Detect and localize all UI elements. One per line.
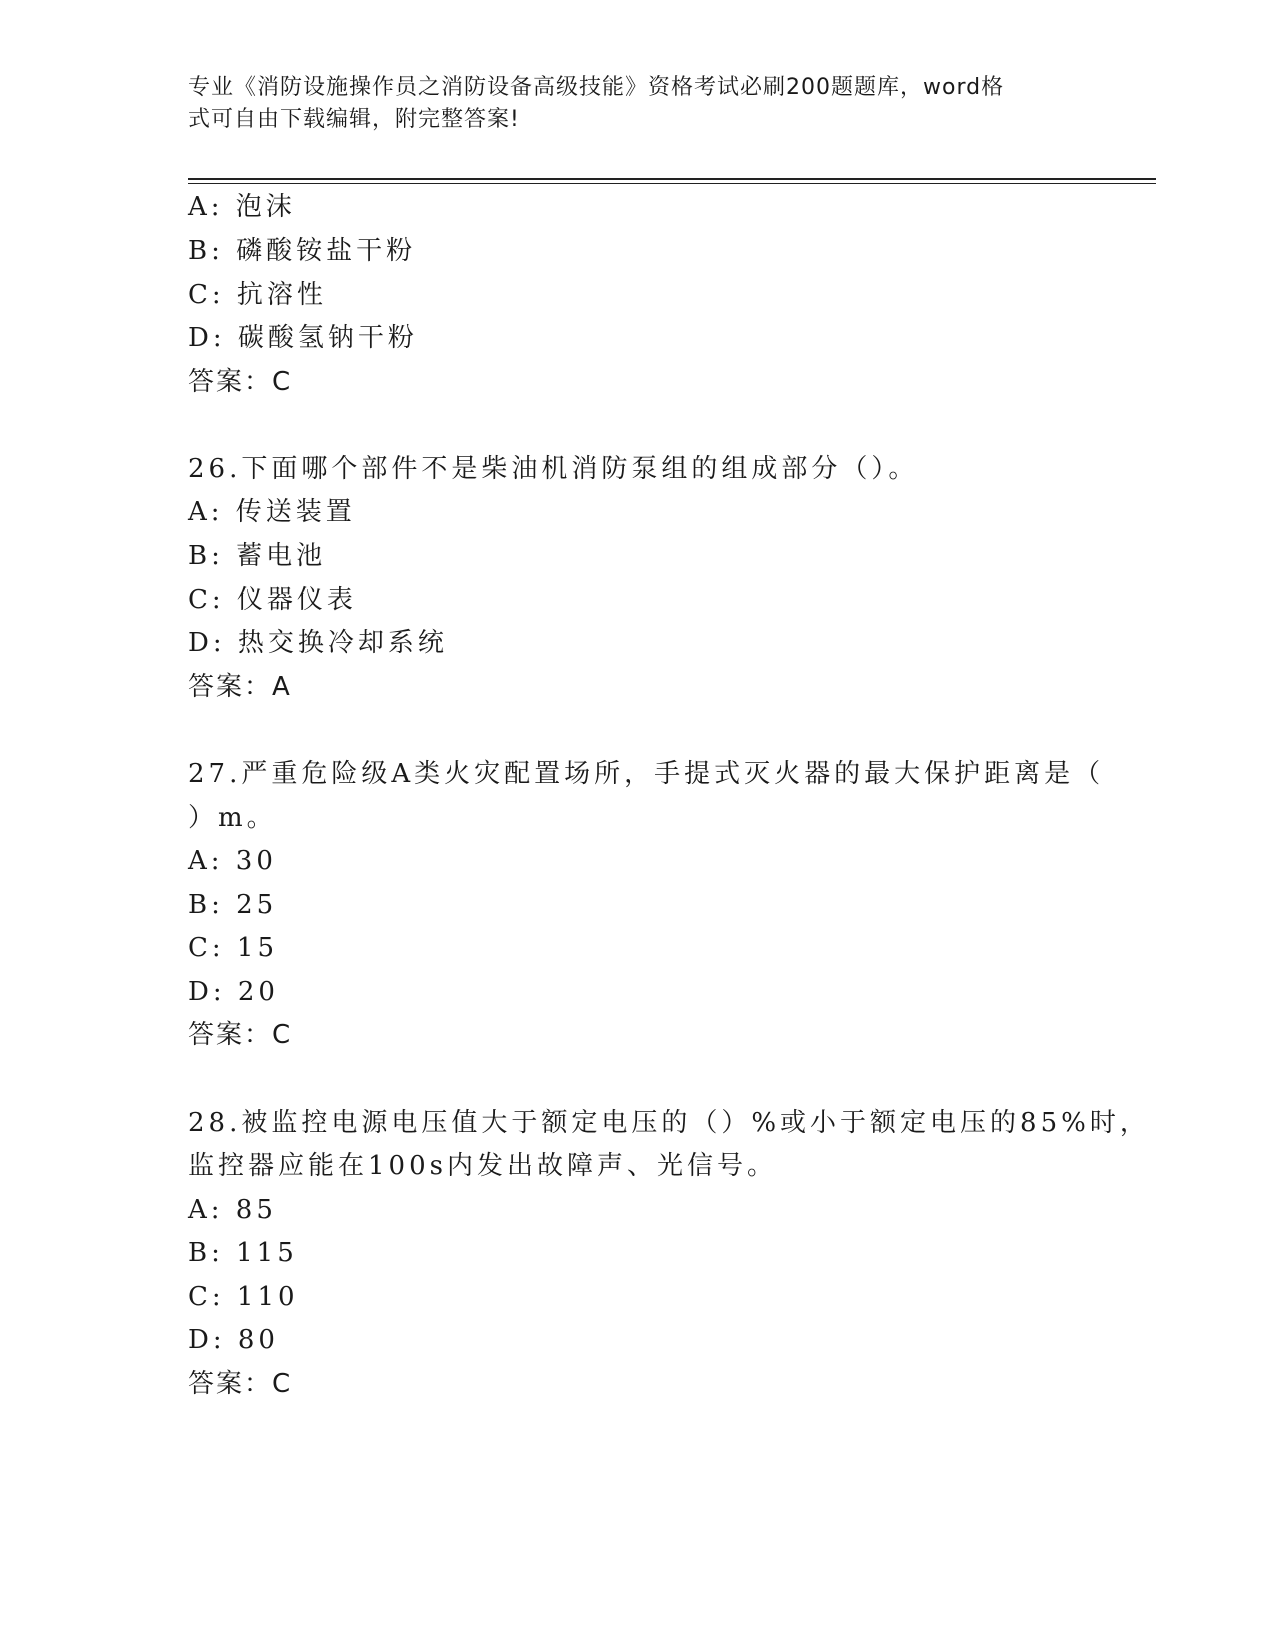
q26-question: 26.下面哪个部件不是柴油机消防泵组的组成部分（）。 [188,454,919,484]
header-line-1: 专业《消防设施操作员之消防设备高级技能》资格考试必刷200题题库，word格 [188,75,1005,100]
header-divider-thick [188,178,1156,180]
q28-option-b: B: 115 [188,1238,298,1268]
q28-option-a: A: 85 [188,1195,277,1225]
q26-option-d: D: 热交换冷却系统 [188,628,448,658]
q25-option-c: C: 抗溶性 [188,280,327,310]
q28-question-line-1: 28.被监控电源电压值大于额定电压的（）%或小于额定电压的85%时， [188,1108,1150,1138]
q27-option-a: A: 30 [188,846,277,876]
q26-option-a: A: 传送装置 [188,497,356,527]
q25-option-a: A: 泡沫 [188,192,296,222]
q27-option-c: C: 15 [188,933,279,963]
header-line-2: 式可自由下载编辑，附完整答案! [188,107,520,132]
q25-answer: 答案：C [188,367,293,397]
q27-question-line-2: ）m。 [188,803,277,833]
document-header [188,72,1068,136]
q25-option-b: B: 磷酸铵盐干粉 [188,236,417,266]
q28-question-line-2: 监控器应能在100s内发出故障声、光信号。 [188,1151,777,1181]
q28-option-c: C: 110 [188,1282,299,1312]
header-divider-thin [188,183,1156,184]
q27-question-line-1: 27.严重危险级A类火灾配置场所，手提式灭火器的最大保护距离是（ [188,759,1105,789]
q27-option-b: B: 25 [188,890,278,920]
q26-option-b: B: 蓄电池 [188,541,327,571]
q26-answer: 答案：A [188,672,292,702]
q28-option-d: D: 80 [188,1325,279,1355]
q25-option-d: D: 碳酸氢钠干粉 [188,323,418,353]
q28-answer: 答案：C [188,1369,293,1399]
q27-option-d: D: 20 [188,977,279,1007]
q27-answer: 答案：C [188,1020,293,1050]
q26-option-c: C: 仪器仪表 [188,585,357,615]
